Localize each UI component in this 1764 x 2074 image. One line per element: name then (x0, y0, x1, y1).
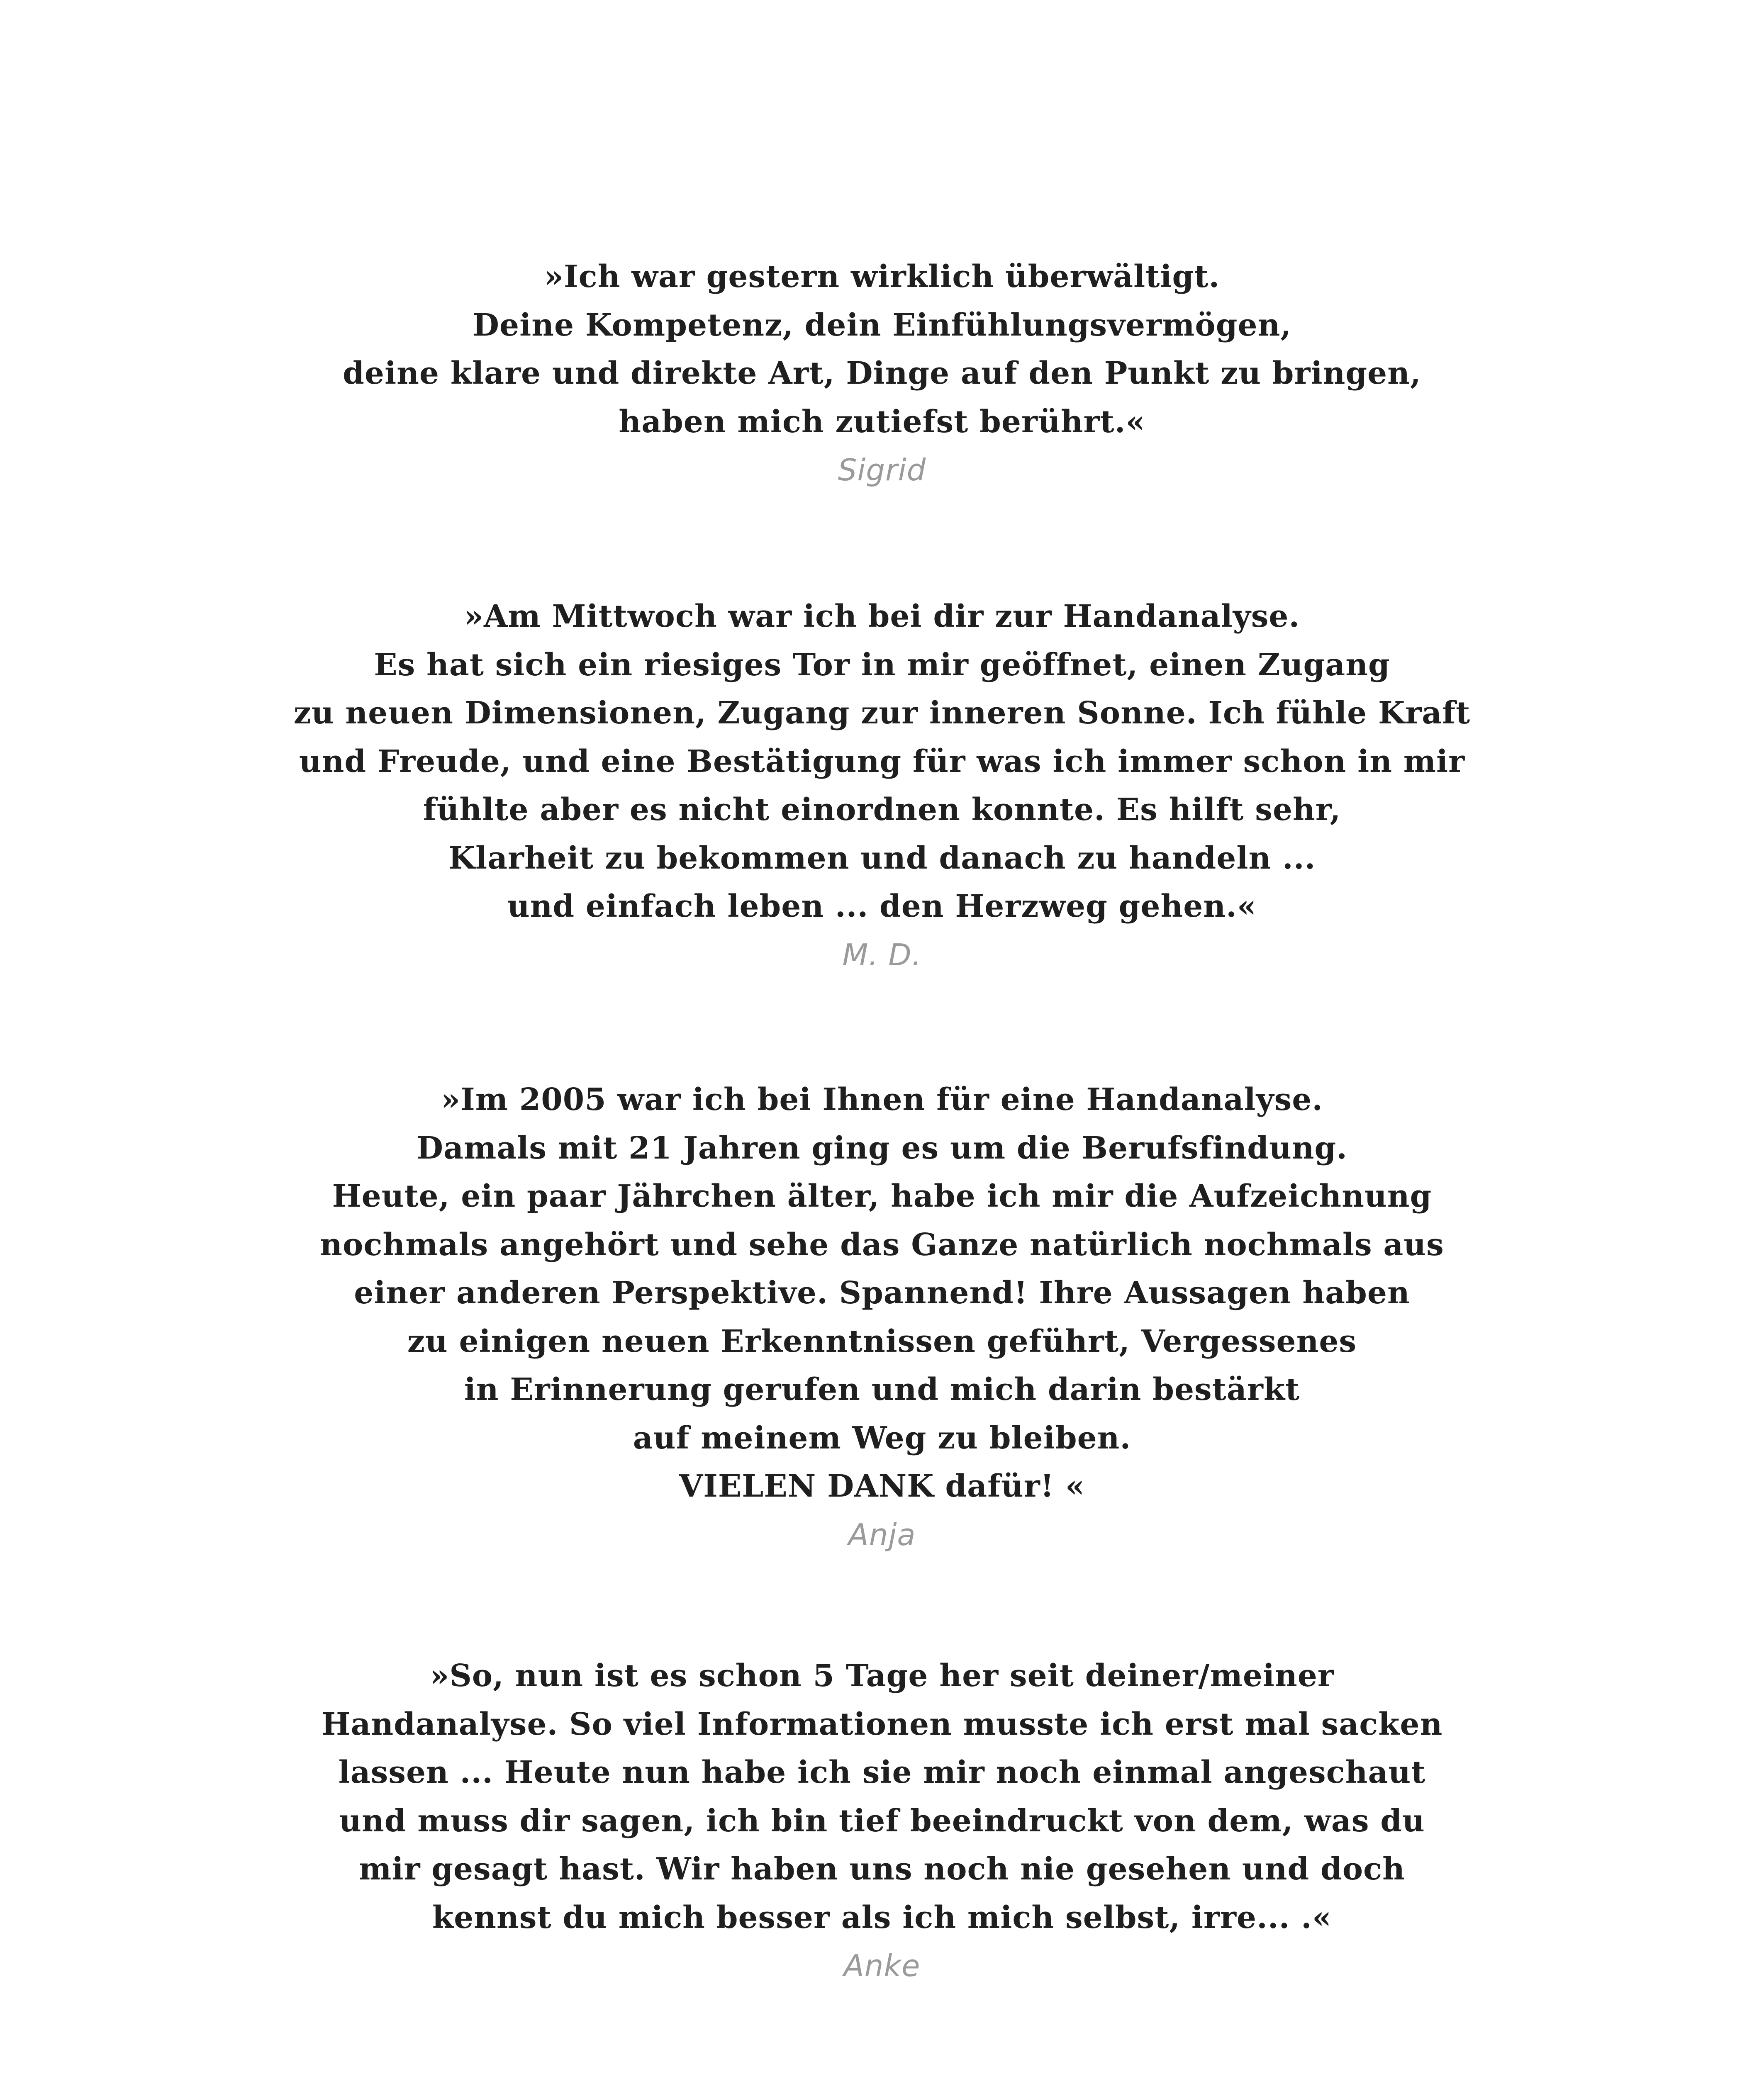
quote-line: Es hat sich ein riesiges Tor in mir geöffnet, einen Zugang (374, 647, 1390, 683)
testimonial-sigrid (0, 253, 1764, 494)
testimonial-md (0, 592, 1764, 979)
quote-line: mir gesagt hast. Wir haben uns noch nie gesehen und doch (359, 1851, 1405, 1887)
testimonial-anke (0, 1652, 1764, 1990)
testimonial-author: M. D. (842, 937, 922, 972)
quote-line: kennst du mich besser als ich mich selbst, irre... .« (432, 1899, 1332, 1935)
quote-line: »Im 2005 war ich bei Ihnen für eine Handanalyse. (441, 1082, 1323, 1117)
quote-line: einer anderen Perspektive. Spannend! Ihre Aussagen haben (354, 1275, 1410, 1311)
quote-line: »Am Mittwoch war ich bei dir zur Handanalyse. (464, 599, 1300, 634)
quote-line: und muss dir sagen, ich bin tief beeindruckt von dem, was du (339, 1803, 1425, 1839)
quote-line: »Ich war gestern wirklich überwältigt. (544, 259, 1220, 295)
quote-line: zu neuen Dimensionen, Zugang zur inneren Sonne. Ich fühle Kraft (293, 695, 1471, 731)
quote-line: zu einigen neuen Erkenntnissen geführt, Vergessenes (407, 1323, 1357, 1359)
quote-line: haben mich zutiefst berührt.« (619, 404, 1145, 440)
quote-line: VIELEN DANK dafür! « (679, 1468, 1085, 1504)
quote-line: Heute, ein paar Jährchen älter, habe ich mir die Aufzeichnung (332, 1178, 1432, 1214)
quote-line: lassen ... Heute nun habe ich sie mir noch einmal angeschaut (338, 1755, 1426, 1790)
quote-line: in Erinnerung gerufen und mich darin bestärkt (464, 1372, 1300, 1407)
quote-line: »So, nun ist es schon 5 Tage her seit deiner/meiner (430, 1658, 1334, 1694)
quote-line: und Freude, und eine Bestätigung für was ich immer schon in mir (299, 743, 1465, 779)
quote-line: Deine Kompetenz, dein Einfühlungsvermögen, (472, 307, 1292, 343)
quote-line: Damals mit 21 Jahren ging es um die Berufsfindung. (416, 1130, 1348, 1166)
quote-line: Handanalyse. So viel Informationen musste ich erst mal sacken (321, 1706, 1443, 1742)
testimonial-author: Anja (848, 1517, 916, 1552)
quote-line: und einfach leben ... den Herzweg gehen.« (507, 889, 1257, 924)
quote-line: auf meinem Weg zu bleiben. (633, 1420, 1131, 1456)
testimonial-anja (0, 1076, 1764, 1559)
testimonial-author: Anke (843, 1948, 921, 1983)
quote-line: deine klare und direkte Art, Dinge auf den Punkt zu bringen, (343, 355, 1421, 391)
quote-line: Klarheit zu bekommen und danach zu handeln ... (448, 840, 1316, 876)
quote-line: fühlte aber es nicht einordnen konnte. Es hilft sehr, (423, 792, 1341, 828)
testimonial-author: Sigrid (838, 453, 926, 487)
quote-line: nochmals angehört und sehe das Ganze natürlich nochmals aus (320, 1227, 1444, 1263)
